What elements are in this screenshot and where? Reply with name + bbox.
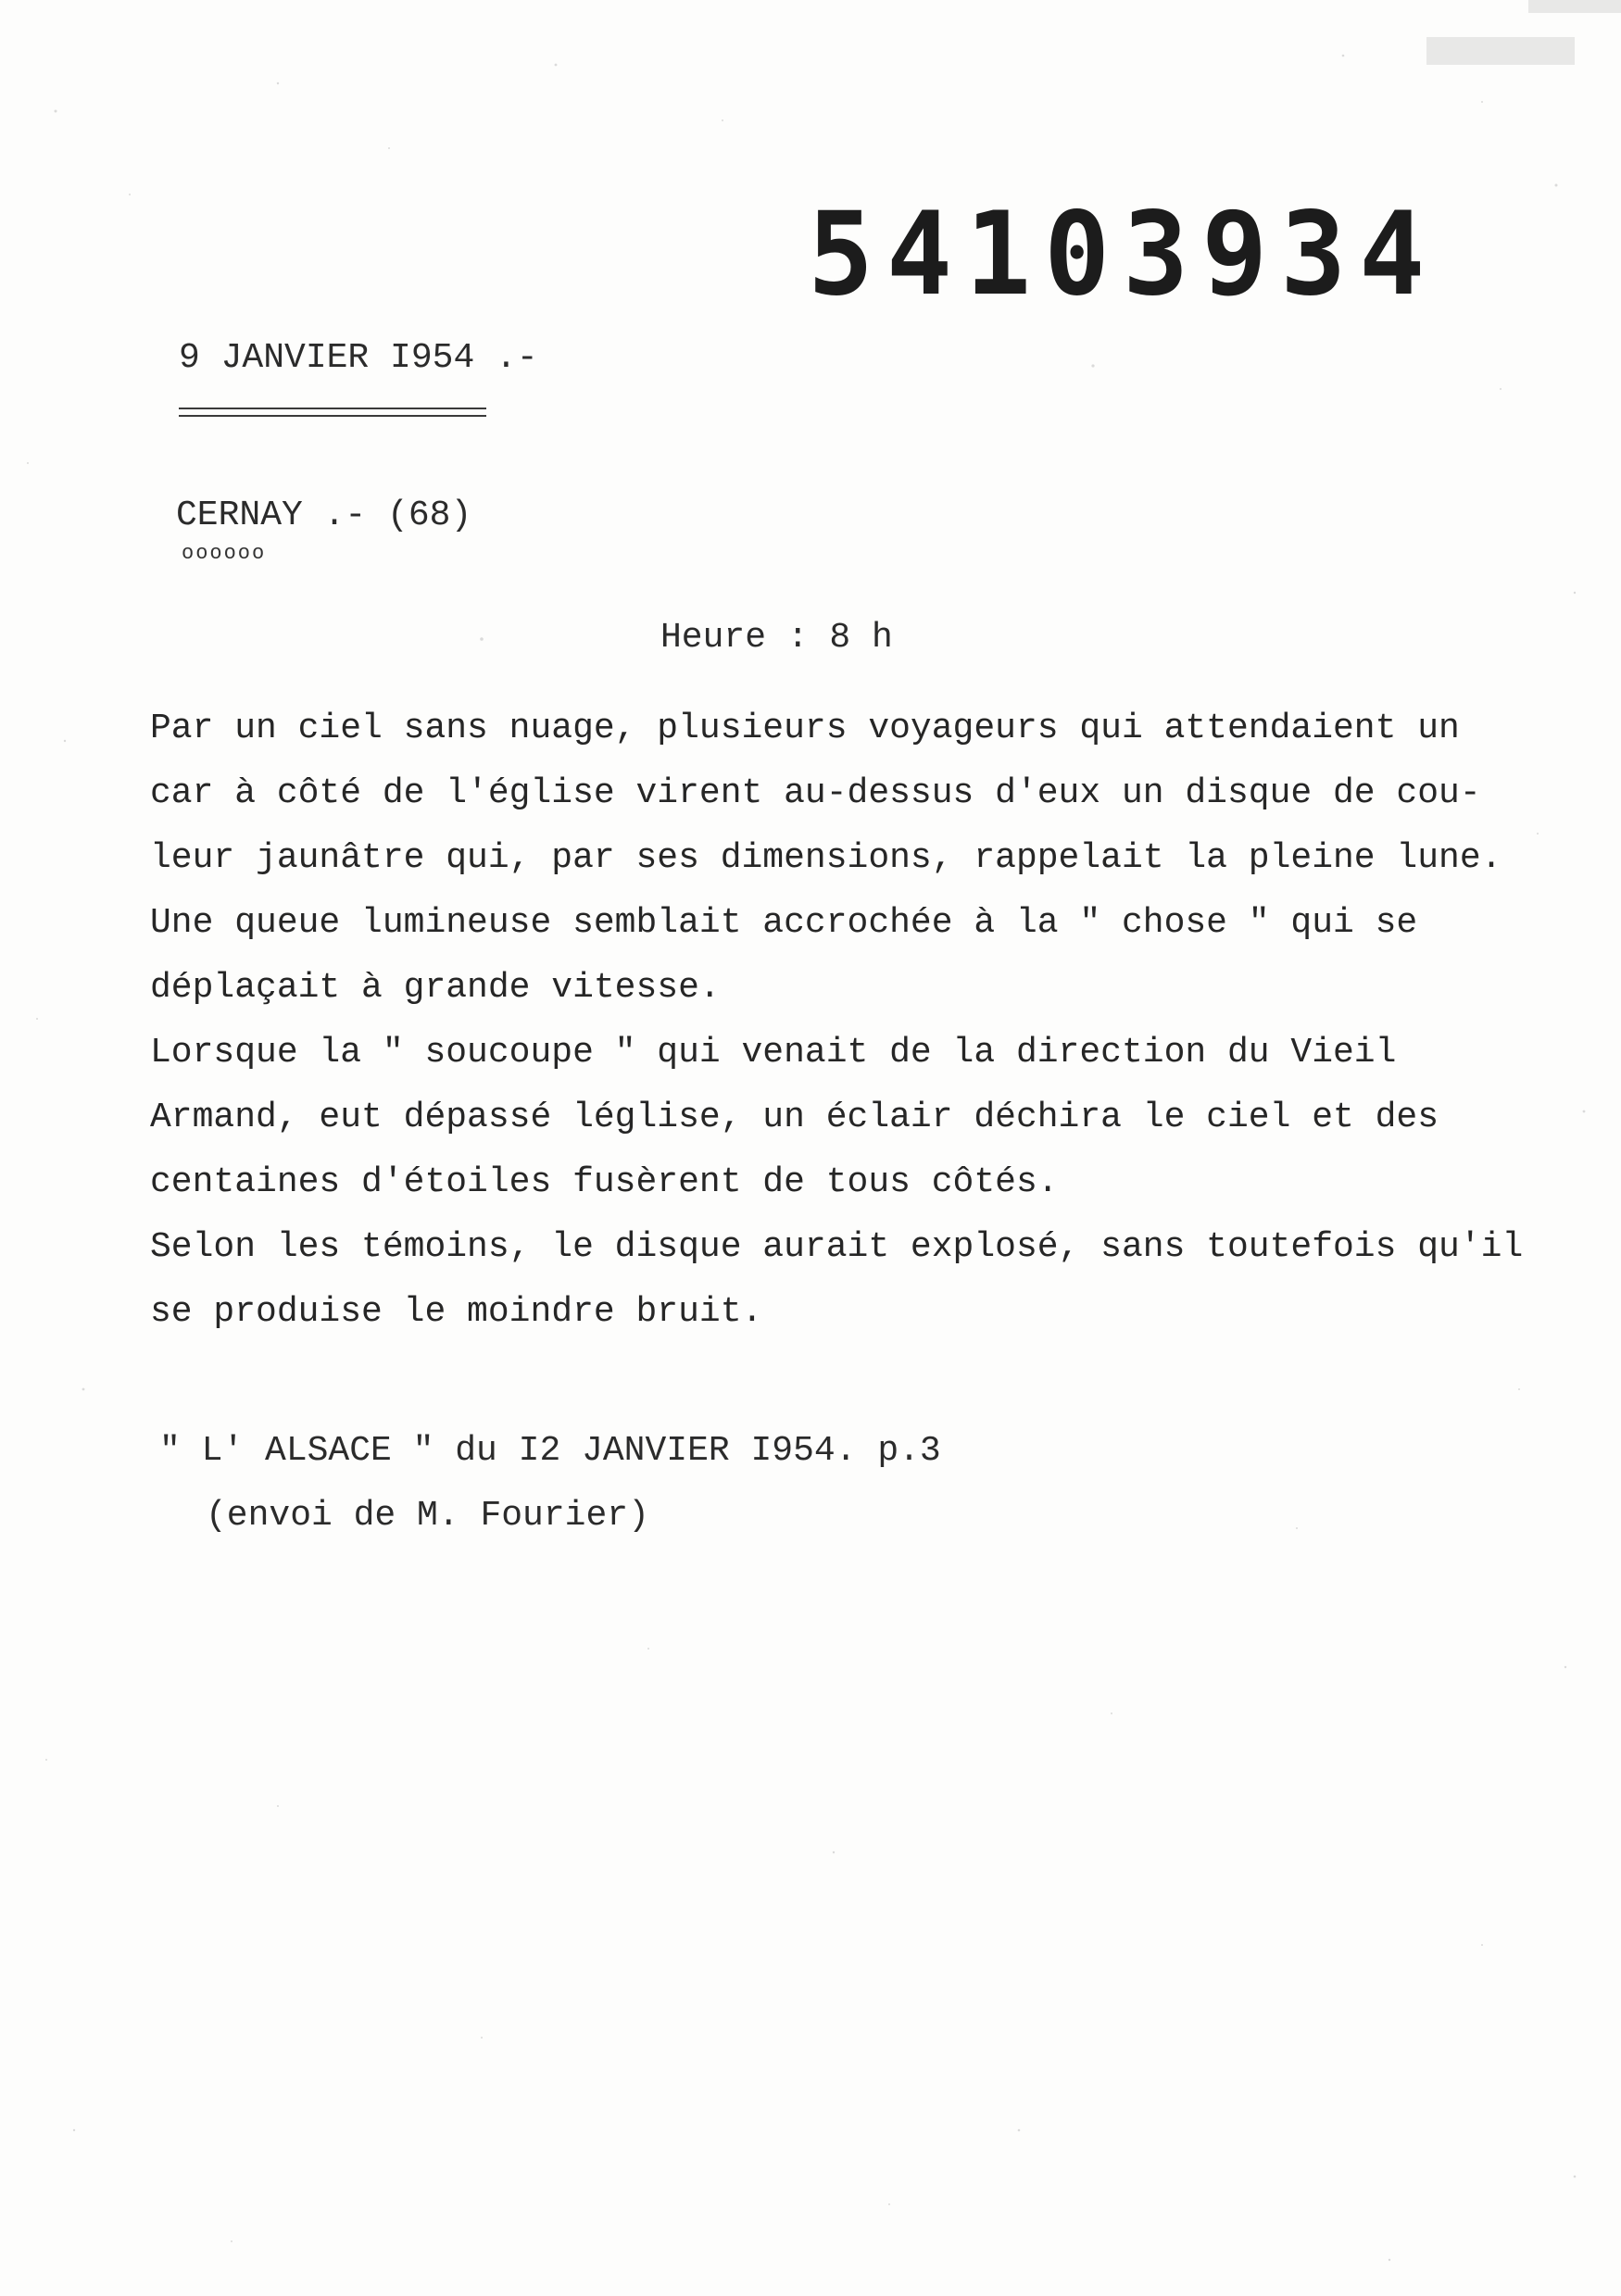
body-line: car à côté de l'église virent au-dessus d'eux un disque de cou- xyxy=(150,773,1481,813)
body-line: leur jaunâtre qui, par ses dimensions, rappelait la pleine lune. xyxy=(150,838,1502,878)
date-underline-double xyxy=(179,415,486,417)
hour-line: Heure : 8 h xyxy=(660,618,893,658)
date-underline xyxy=(179,408,486,409)
source-citation: " L' ALSACE " du I2 JANVIER I954. p.3 xyxy=(159,1431,941,1471)
report-body xyxy=(150,696,1558,1345)
body-line: déplaçait à grande vitesse. xyxy=(150,968,721,1008)
body-line: Lorsque la " soucoupe " qui venait de la direction du Vieil xyxy=(150,1033,1397,1073)
document-number: 54103934 xyxy=(808,186,1439,321)
body-line: Selon les témoins, le disque aurait explosé, sans toutefois qu'il xyxy=(150,1227,1524,1267)
body-line: Armand, eut dépassé léglise, un éclair déchira le ciel et des xyxy=(150,1098,1439,1137)
date-heading: 9 JANVIER I954 .- xyxy=(179,338,538,378)
envoi-note: (envoi de M. Fourier) xyxy=(206,1496,649,1536)
place-heading: CERNAY .- (68) xyxy=(176,496,472,535)
body-line: Une queue lumineuse semblait accrochée à la " chose " qui se xyxy=(150,903,1418,943)
body-line: se produise le moindre bruit. xyxy=(150,1292,763,1332)
body-line: Par un ciel sans nuage, plusieurs voyageurs qui attendaient un xyxy=(150,709,1460,748)
body-line: centaines d'étoiles fusèrent de tous côtés. xyxy=(150,1162,1059,1202)
place-underline: oooooo xyxy=(182,542,267,565)
